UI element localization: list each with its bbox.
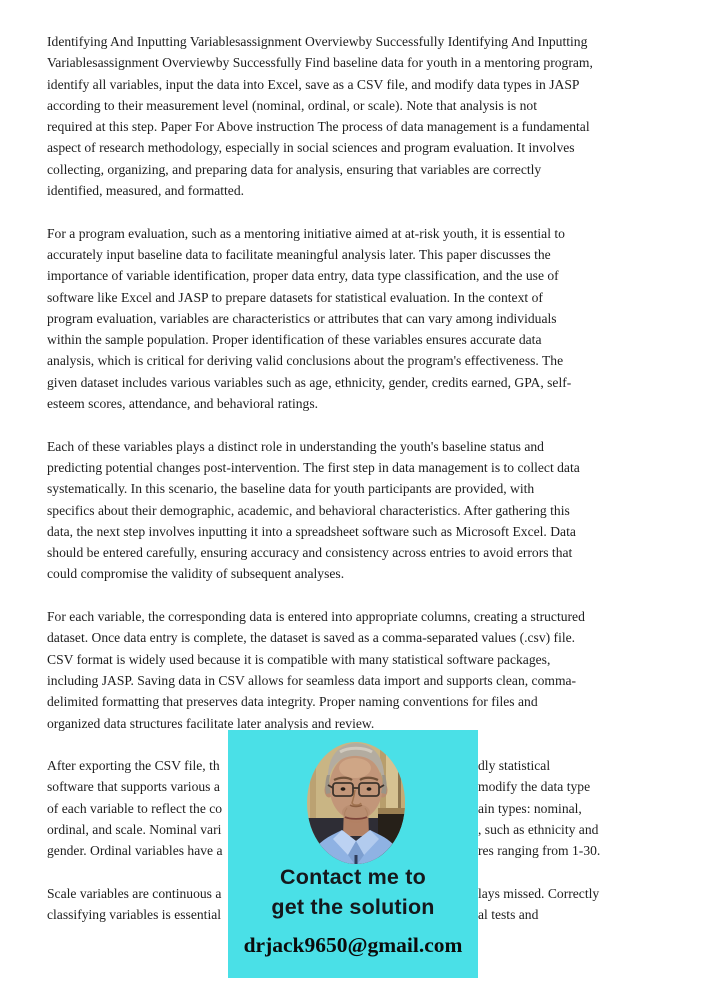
text-line: collecting, organizing, and preparing data for analysis, ensuring that variables are correctly: [47, 161, 542, 177]
text-fragment-right: res ranging from 1-30.: [478, 843, 601, 859]
text-line: data, the next step involves inputting it into a spreadsheet software such as Microsoft Excel. Data: [47, 523, 576, 539]
text-fragment-left: classifying variables is essential: [47, 907, 222, 923]
text-line: program evaluation, variables are characteristics or attributes that can vary among individuals: [47, 310, 557, 326]
overlay-heading: [228, 862, 478, 922]
text-line: according to their measurement level (nominal, ordinal, or scale). Note that analysis is not: [47, 97, 537, 113]
paragraph: [47, 31, 647, 201]
overlay-heading-line1: Contact me to: [280, 865, 426, 889]
text-fragment-left: Scale variables are continuous a: [47, 885, 222, 901]
text-line: should be entered carefully, ensuring accuracy and consistency across entries to avoid errors that: [47, 545, 573, 561]
text-fragment-left: After exporting the CSV file, th: [47, 758, 220, 774]
text-line: given dataset includes various variables such as age, ethnicity, gender, credits earned, GPA, self-: [47, 374, 572, 390]
text-line: CSV format is widely used because it is compatible with many statistical software packages,: [47, 651, 551, 667]
text-line: Variablesassignment Overviewby Successfully Find baseline data for youth in a mentoring program,: [47, 55, 593, 71]
text-line: delimited formatting that preserves data integrity. Proper naming conventions for files and: [47, 694, 538, 710]
text-line: identify all variables, input the data into Excel, save as a CSV file, and modify data types in JASP: [47, 76, 580, 92]
paragraph: [47, 606, 647, 734]
text-fragment-right: ain types: nominal,: [478, 800, 582, 816]
overlay-heading-line2: get the solution: [271, 895, 435, 919]
contact-overlay-ad: [228, 730, 478, 978]
text-line: dataset. Once data entry is complete, the dataset is saved as a comma-separated values (.csv) file.: [47, 630, 576, 646]
text-line: systematically. In this scenario, the baseline data for youth participants are provided, with: [47, 481, 535, 497]
text-line: could compromise the validity of subsequent analyses.: [47, 566, 345, 582]
text-line: esteem scores, attendance, and behavioral ratings.: [47, 396, 319, 412]
text-line: aspect of research methodology, especially in social sciences and program evaluation. It involves: [47, 140, 575, 156]
text-line: software like Excel and JASP to prepare datasets for statistical evaluation. In the context of: [47, 289, 543, 305]
text-line: including JASP. Saving data in CSV allows for seamless data import and supports clean, comma-: [47, 672, 577, 688]
text-line: For each variable, the corresponding data is entered into appropriate columns, creating a structured: [47, 609, 585, 625]
text-fragment-left: of each variable to reflect the co: [47, 800, 223, 816]
contact-email: drjack9650@gmail.com: [243, 933, 463, 957]
text-line: accurately input baseline data to facilitate meaningful analysis later. This paper discusses the: [47, 246, 551, 262]
text-fragment-left: gender. Ordinal variables have a: [47, 843, 223, 859]
text-fragment-right: al tests and: [478, 907, 539, 923]
text-fragment-left: ordinal, and scale. Nominal vari: [47, 821, 222, 837]
text-line: specifics about their demographic, academic, and behavioral characteristics. After gathering this: [47, 502, 570, 518]
text-line: Each of these variables plays a distinct role in understanding the youth's baseline status and: [47, 438, 544, 454]
text-line: analysis, which is critical for deriving valid conclusions about the program's effectiveness. The: [47, 353, 564, 369]
text-line: required at this step. Paper For Above instruction The process of data management is a fundamental: [47, 119, 590, 135]
paragraph: [47, 223, 647, 415]
paragraph: [47, 436, 647, 585]
text-line: Identifying And Inputting Variablesassignment Overviewby Successfully Identifying And Inputting: [47, 34, 588, 49]
text-fragment-right: dly statistical: [478, 758, 551, 774]
text-fragment-right: modify the data type: [478, 779, 591, 795]
text-line: predicting potential changes post-intervention. The first step in data management is to collect data: [47, 459, 580, 475]
text-line: For a program evaluation, such as a mentoring initiative aimed at at-risk youth, it is essential to: [47, 225, 565, 241]
text-fragment-left: software that supports various a: [47, 779, 220, 795]
text-line: importance of variable identification, proper data entry, data type classification, and the use of: [47, 268, 559, 284]
text-line: identified, measured, and formatted.: [47, 183, 245, 199]
text-line: organized data structures facilitate later analysis and review.: [47, 715, 375, 731]
text-fragment-right: lays missed. Correctly: [478, 885, 600, 901]
text-line: within the sample population. Proper identification of these variables ensures accurate data: [47, 332, 542, 348]
text-fragment-right: , such as ethnicity and: [478, 821, 599, 837]
